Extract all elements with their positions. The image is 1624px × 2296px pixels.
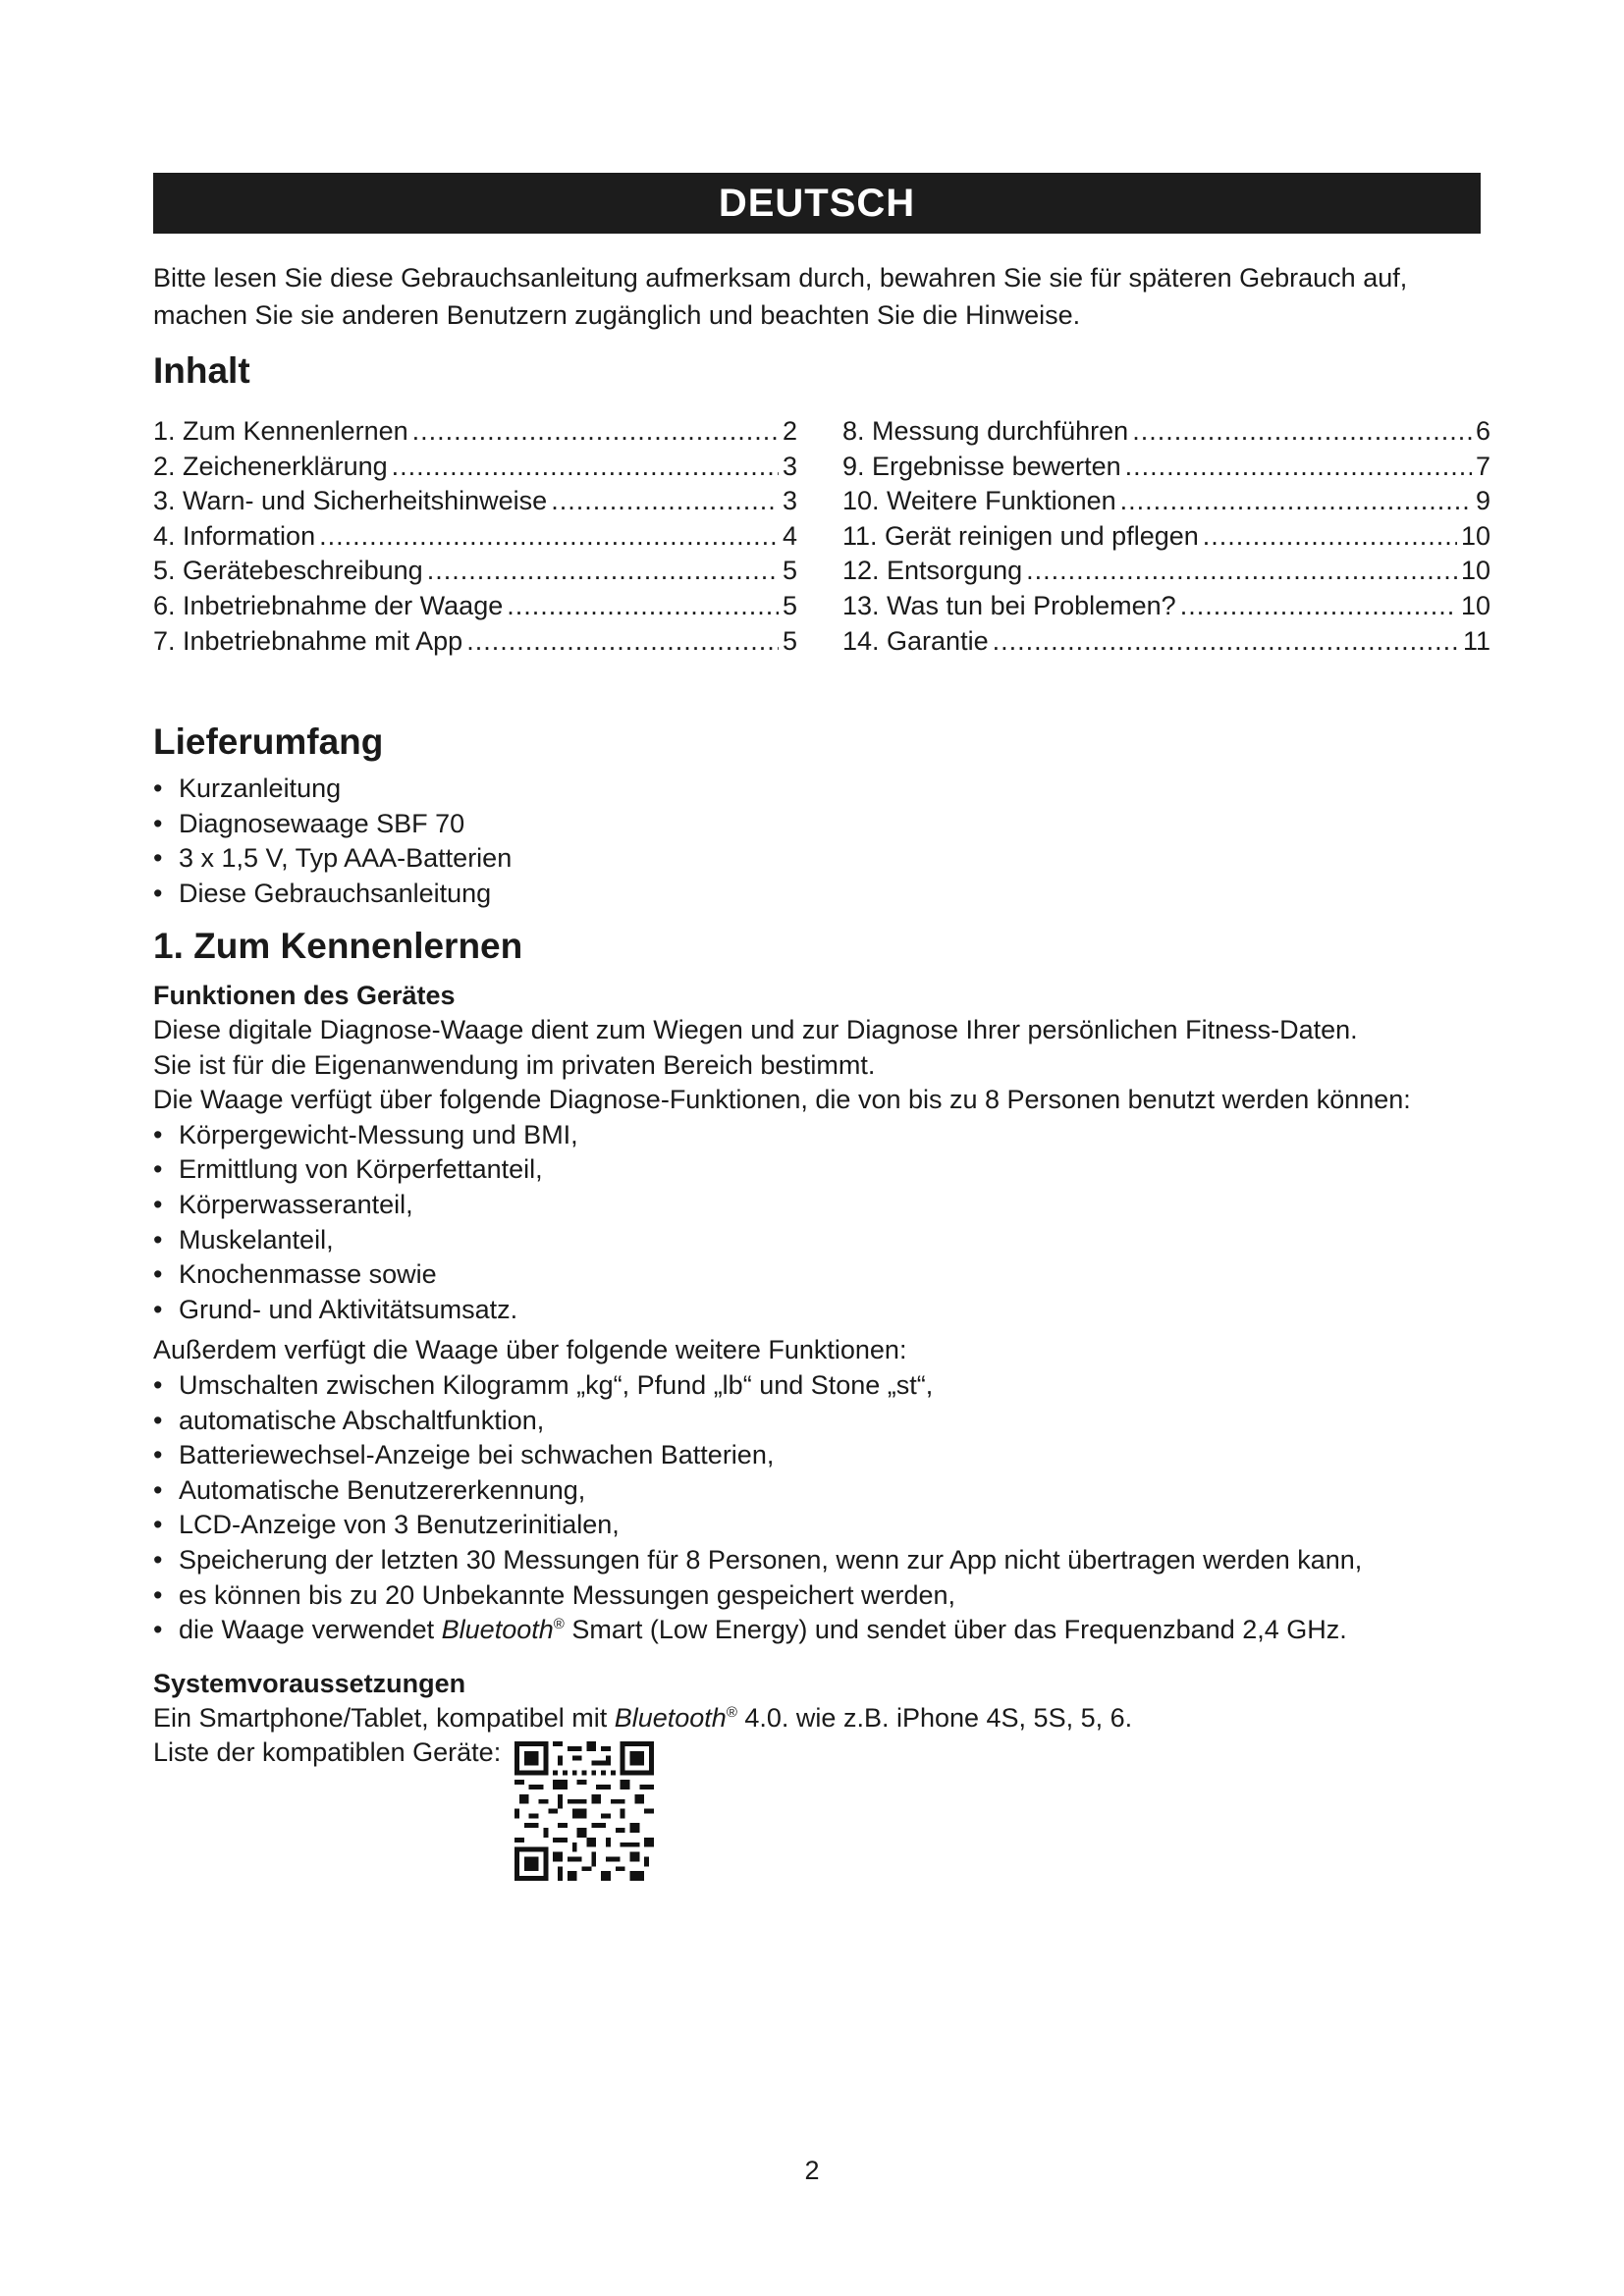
system-requirements-line: Ein Smartphone/Tablet, kompatibel mit Bluetooth® 4.0. wie z.B. iPhone 4S, 5S, 5, 6. bbox=[153, 1702, 1133, 1733]
functions-paragraph-3: Die Waage verfügt über folgende Diagnose-Funktionen, die von bis zu 8 Personen benutzt werden können: bbox=[153, 1085, 1411, 1115]
list-item: • Diese Gebrauchsanleitung bbox=[153, 877, 1498, 912]
list-item: • Automatische Benutzererkennung, bbox=[153, 1473, 1498, 1509]
toc-entry[interactable]: 1. Zum Kennenlernen ..... 2 bbox=[153, 414, 797, 450]
list-item: • automatische Abschaltfunktion, bbox=[153, 1404, 1498, 1439]
list-item: • Knochenmasse sowie bbox=[153, 1257, 1498, 1293]
list-item: • Umschalten zwischen Kilogramm „kg“, Pfund „lb“ und Stone „st“, bbox=[153, 1368, 1498, 1404]
toc-entry[interactable]: 5. Gerätebeschreibung ..... 5 bbox=[153, 554, 797, 589]
diagnosis-functions-list bbox=[153, 1118, 1498, 1328]
intro-line-2: machen Sie sie anderen Benutzern zugänglich und beachten Sie die Hinweise. bbox=[153, 300, 1081, 330]
compatible-devices-row bbox=[153, 1735, 1498, 1881]
toc-entry[interactable]: 7. Inbetriebnahme mit App ..... 5 bbox=[153, 624, 797, 660]
extra-functions-list bbox=[153, 1368, 1498, 1648]
qr-code-icon[interactable] bbox=[514, 1741, 654, 1881]
toc-left-column bbox=[153, 414, 797, 659]
list-item: • Körpergewicht-Messung und BMI, bbox=[153, 1118, 1498, 1153]
language-banner: DEUTSCH bbox=[153, 173, 1481, 234]
toc-entry[interactable]: 4. Information ..... 4 bbox=[153, 519, 797, 555]
functions-paragraph-2: Sie ist für die Eigenanwendung im privaten Bereich bestimmt. bbox=[153, 1049, 876, 1080]
toc-entry[interactable]: 12. Entsorgung ..... 10 bbox=[842, 554, 1490, 589]
list-item: • Speicherung der letzten 30 Messungen für 8 Personen, wenn zur App nicht übertragen werden kann, bbox=[153, 1543, 1498, 1578]
intro-text bbox=[153, 259, 1489, 334]
functions-paragraph-1: Diese digitale Diagnose-Waage dient zum Wiegen und zur Diagnose Ihrer persönlichen Fitness-Daten. bbox=[153, 1015, 1358, 1044]
list-item: • Batteriewechsel-Anzeige bei schwachen Batterien, bbox=[153, 1438, 1498, 1473]
toc-entry[interactable]: 9. Ergebnisse bewerten ..... 7 bbox=[842, 450, 1490, 485]
delivery-list bbox=[153, 772, 1498, 911]
section-1-body bbox=[153, 978, 1498, 1881]
toc-entry[interactable]: 6. Inbetriebnahme der Waage ..... 5 bbox=[153, 589, 797, 624]
toc-entry[interactable]: 3. Warn- und Sicherheitshinweise ..... 3 bbox=[153, 484, 797, 519]
page-number: 2 bbox=[804, 2156, 820, 2185]
list-item: • Diagnosewaage SBF 70 bbox=[153, 807, 1498, 842]
toc-entry[interactable]: 10. Weitere Funktionen ..... 9 bbox=[842, 484, 1490, 519]
list-item: • die Waage verwendet Bluetooth® Smart (Low Energy) und sendet über das Frequenzband 2,4 GHz. bbox=[153, 1613, 1498, 1648]
functions-subheading: Funktionen des Gerätes bbox=[153, 981, 456, 1010]
toc-right-column bbox=[842, 414, 1490, 659]
toc-entry[interactable]: 8. Messung durchführen ..... 6 bbox=[842, 414, 1490, 450]
contents-heading: Inhalt bbox=[153, 350, 250, 391]
list-item: • es können bis zu 20 Unbekannte Messungen gespeichert werden, bbox=[153, 1578, 1498, 1614]
system-requirements-subheading: Systemvoraussetzungen bbox=[153, 1668, 466, 1698]
list-item: • Kurzanleitung bbox=[153, 772, 1498, 807]
extra-functions-paragraph: Außerdem verfügt die Waage über folgende weitere Funktionen: bbox=[153, 1335, 907, 1365]
toc-entry[interactable]: 2. Zeichenerklärung ..... 3 bbox=[153, 450, 797, 485]
toc-entry[interactable]: 13. Was tun bei Problemen? ..... 10 bbox=[842, 589, 1490, 624]
list-item: • 3 x 1,5 V, Typ AAA-Batterien bbox=[153, 841, 1498, 877]
section-1-heading: 1. Zum Kennenlernen bbox=[153, 926, 523, 966]
bluetooth-brand: Bluetooth bbox=[441, 1615, 554, 1645]
delivery-heading: Lieferumfang bbox=[153, 721, 384, 762]
intro-line-1: Bitte lesen Sie diese Gebrauchsanleitung aufmerksam durch, bewahren Sie sie für späteren Gebrauch auf, bbox=[153, 263, 1408, 293]
compatible-devices-label: Liste der kompatiblen Geräte: bbox=[153, 1737, 502, 1768]
list-item: • LCD-Anzeige von 3 Benutzerinitialen, bbox=[153, 1508, 1498, 1543]
toc-entry[interactable]: 11. Gerät reinigen und pflegen ..... 10 bbox=[842, 519, 1490, 555]
delivery-list-block bbox=[153, 772, 1498, 911]
toc-entry[interactable]: 14. Garantie ..... 11 bbox=[842, 624, 1490, 660]
list-item: • Muskelanteil, bbox=[153, 1223, 1498, 1258]
list-item: • Grund- und Aktivitätsumsatz. bbox=[153, 1293, 1498, 1328]
list-item: • Körperwasseranteil, bbox=[153, 1188, 1498, 1223]
list-item: • Ermittlung von Körperfettanteil, bbox=[153, 1152, 1498, 1188]
